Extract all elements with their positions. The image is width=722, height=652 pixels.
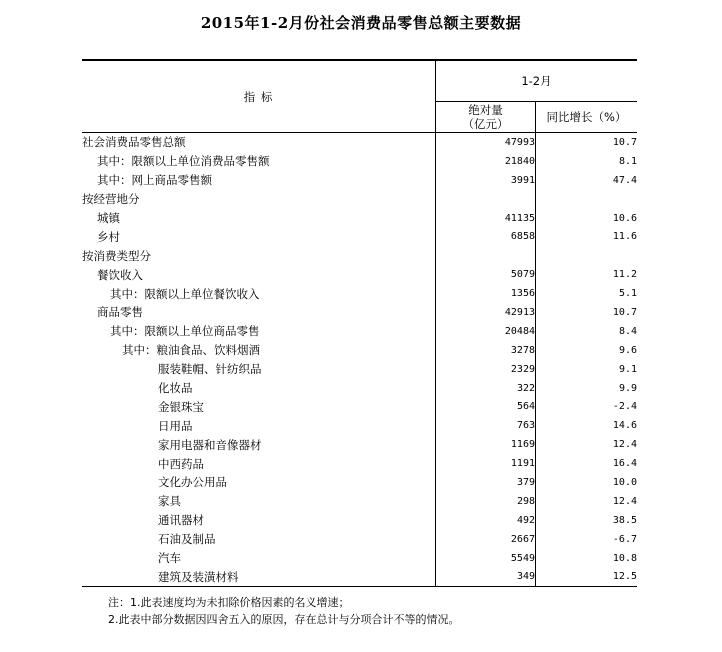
row-absolute-value: 379: [436, 473, 536, 492]
row-indicator-label: 餐饮收入: [82, 265, 436, 284]
table-row: [82, 549, 637, 568]
table-row: [82, 246, 637, 265]
table-row: [82, 416, 637, 435]
row-indicator-label: 其中：网上商品零售额: [82, 171, 436, 190]
table-row: [82, 227, 637, 246]
row-indicator-label: 通讯器材: [82, 511, 436, 530]
page-title: 2015年1-2月份社会消费品零售总额主要数据: [200, 14, 522, 32]
row-absolute-value: 47993: [436, 133, 536, 152]
row-indicator-label: 按消费类型分: [82, 246, 436, 265]
row-indicator-label: 其中：限额以上单位商品零售: [82, 322, 436, 341]
table-row: [82, 303, 637, 322]
row-absolute-value: 763: [436, 416, 536, 435]
table-row: [82, 171, 637, 190]
row-growth-value: 12.4: [612, 439, 637, 451]
row-growth-value: 11.2: [612, 269, 637, 281]
table-row: [82, 567, 637, 586]
footnotes: [108, 594, 460, 628]
row-indicator-label: 汽车: [82, 549, 436, 568]
row-absolute-value: 564: [436, 397, 536, 416]
table-row: [82, 454, 637, 473]
row-indicator-label: 家用电器和音像器材: [82, 435, 436, 454]
row-absolute-value: 5079: [436, 265, 536, 284]
row-absolute-value: [436, 190, 536, 209]
row-indicator-label: 金银珠宝: [82, 397, 436, 416]
row-growth-value: 10.0: [612, 476, 637, 488]
row-absolute-value: 42913: [436, 303, 536, 322]
row-growth-value: 10.7: [612, 306, 637, 318]
table-body: [82, 133, 637, 587]
table-row: [82, 284, 637, 303]
row-indicator-label: 商品零售: [82, 303, 436, 322]
row-growth-value: 9.6: [618, 344, 637, 356]
row-absolute-value: 1191: [436, 454, 536, 473]
row-growth-value: -6.7: [612, 533, 637, 545]
row-indicator-label: 中西药品: [82, 454, 436, 473]
row-indicator-label: 石油及制品: [82, 530, 436, 549]
footnote-2: [108, 611, 460, 628]
table-row: [82, 265, 637, 284]
table-row: [82, 152, 637, 171]
row-absolute-value: 3991: [436, 171, 536, 190]
row-indicator-label: 化妆品: [82, 379, 436, 398]
row-growth-value: -2.4: [612, 401, 637, 413]
row-absolute-value: 6858: [436, 227, 536, 246]
row-indicator-label: 其中：限额以上单位餐饮收入: [82, 284, 436, 303]
row-growth-value: 16.4: [612, 458, 637, 470]
row-indicator-label: 日用品: [82, 416, 436, 435]
footnote-1: 注：1.此表速度均为未扣除价格因素的名义增速；: [108, 596, 350, 609]
row-absolute-value: 1356: [436, 284, 536, 303]
row-growth-value: 8.4: [618, 325, 637, 337]
row-absolute-value: 21840: [436, 152, 536, 171]
row-indicator-label: 文化办公用品: [82, 473, 436, 492]
retail-sales-table: [82, 59, 637, 587]
column-header-absolute-line2: （亿元）: [462, 117, 509, 131]
row-growth-value: 10.8: [612, 552, 637, 564]
row-absolute-value: 3278: [436, 341, 536, 360]
table-row: [82, 322, 637, 341]
table-row: [82, 530, 637, 549]
column-header-absolute-line1: 绝对量: [468, 103, 503, 117]
row-growth-value: 12.4: [612, 495, 637, 507]
column-header-indicator: 指 标: [82, 60, 436, 133]
row-growth-value: 8.1: [618, 155, 637, 167]
column-header-growth: 同比增长（%）: [536, 102, 638, 133]
table-row: [82, 492, 637, 511]
row-growth-value: 9.1: [618, 363, 637, 375]
row-growth-value: [536, 246, 638, 265]
table-row: [82, 360, 637, 379]
row-indicator-label: 其中：限额以上单位消费品零售额: [82, 152, 436, 171]
row-absolute-value: 20484: [436, 322, 536, 341]
table-row: [82, 379, 637, 398]
row-absolute-value: 1169: [436, 435, 536, 454]
row-absolute-value: 298: [436, 492, 536, 511]
row-growth-value: 5.1: [618, 288, 637, 300]
row-absolute-value: [436, 246, 536, 265]
row-indicator-label: 服装鞋帽、针纺织品: [82, 360, 436, 379]
row-growth-value: [536, 190, 638, 209]
row-absolute-value: 349: [436, 567, 536, 586]
row-growth-value: 14.6: [612, 420, 637, 432]
row-indicator-label: 家具: [82, 492, 436, 511]
row-indicator-label: 乡村: [82, 227, 436, 246]
row-indicator-label: 按经营地分: [82, 190, 436, 209]
table-row: [82, 435, 637, 454]
column-header-period: 1-2月: [436, 60, 638, 102]
row-indicator-label: 其中：粮油食品、饮料烟酒: [82, 341, 436, 360]
table-row: [82, 190, 637, 209]
row-growth-value: 38.5: [612, 514, 637, 526]
table-row: [82, 341, 637, 360]
row-indicator-label: 城镇: [82, 209, 436, 228]
row-absolute-value: 492: [436, 511, 536, 530]
row-growth-value: 10.6: [612, 212, 637, 224]
footnote-2-text: 2.此表中部分数据因四舍五入的原因，存在总计与分项合计不等的情况。: [108, 613, 460, 626]
row-growth-value: 12.5: [536, 567, 638, 586]
row-absolute-value: 2667: [436, 530, 536, 549]
row-absolute-value: 322: [436, 379, 536, 398]
row-absolute-value: 41135: [436, 209, 536, 228]
table-row: [82, 209, 637, 228]
table-row: [82, 473, 637, 492]
row-absolute-value: 5549: [436, 549, 536, 568]
table-row: [82, 397, 637, 416]
row-indicator-label: 建筑及装潢材料: [82, 567, 436, 586]
row-growth-value: 9.9: [618, 382, 637, 394]
row-indicator-label: 社会消费品零售总额: [82, 133, 436, 152]
row-growth-value: 47.4: [612, 174, 637, 186]
column-header-absolute: [436, 102, 536, 133]
row-growth-value: 11.6: [612, 231, 637, 243]
table-row: [82, 511, 637, 530]
table-row: [82, 133, 637, 152]
row-absolute-value: 2329: [436, 360, 536, 379]
row-growth-value: 10.7: [612, 136, 637, 148]
